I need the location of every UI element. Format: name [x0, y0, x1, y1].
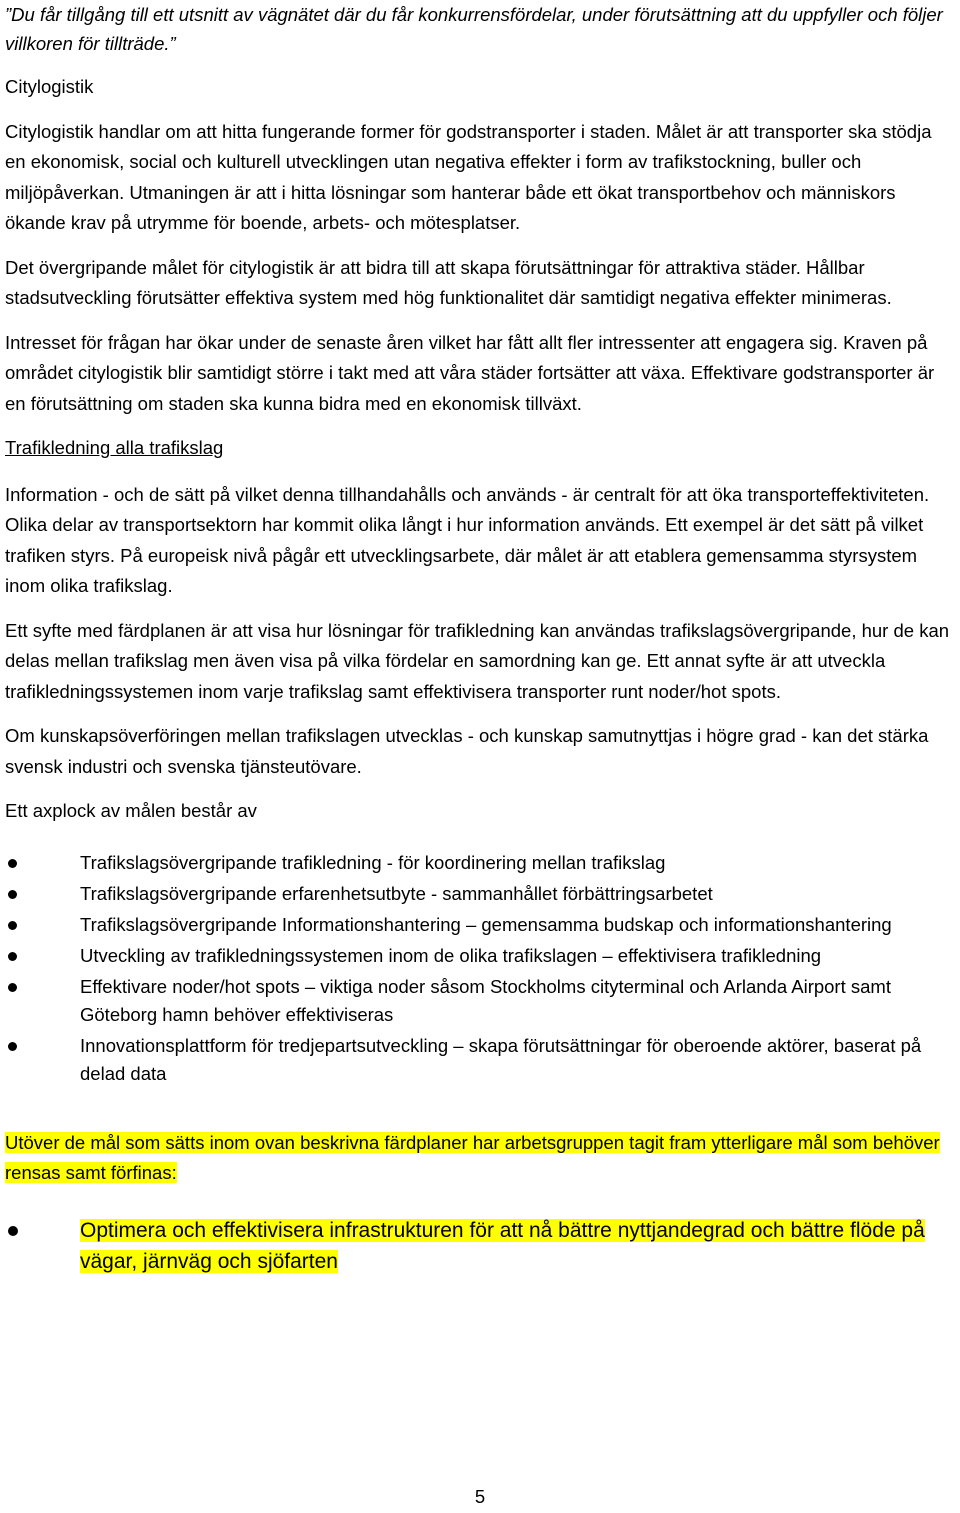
highlighted-list-item-text: Optimera och effektivisera infrastrukturen för att nå bättre nyttjandegrad och bättre flöde på vägar, järnväg och sjöfarten	[80, 1218, 925, 1273]
list-item-text: Utveckling av trafikledningssystemen inom de olika trafikslagen – effektivisera trafikledning	[80, 944, 822, 966]
heading-citylogistik: Citylogistik	[5, 76, 94, 97]
list-item	[5, 880, 955, 908]
list-item-text: Effektivare noder/hot spots – viktiga noder såsom Stockholms cityterminal och Arlanda Airport samt Göteborg hamn behöver effektiviseras	[80, 975, 891, 1025]
list-item	[5, 911, 955, 939]
list-item	[5, 973, 955, 1029]
bullet-icon	[8, 921, 17, 930]
paragraph-information: Information - och de sätt på vilket denna tillhandahålls och används - är centralt för att öka transporteffektiviteten. Olika delar av transportsektorn har kommit olika långt i hur information används. Ett exempel är det sätt på vilket trafiken styrs. På europeisk nivå pågår ett utvecklingsarbete, där målet är att etablera gemensamma styrsystem inom olika trafikslag.	[5, 483, 930, 596]
list-item-text: Trafikslagsövergripande erfarenhetsutbyte - sammanhållet förbättringsarbetet	[80, 882, 713, 904]
page-number: 5	[474, 1486, 486, 1507]
quote-paragraph: ”Du får tillgång till ett utsnitt av vägnätet där du får konkurrensfördelar, under förutsättning att du uppfyller och följer villkoren för tillträde.”	[5, 4, 943, 54]
list-item	[5, 942, 955, 970]
additional-goals-list	[5, 1215, 955, 1277]
heading-trafikledning: Trafikledning alla trafikslag	[5, 437, 224, 458]
list-item-text: Trafikslagsövergripande Informationshantering – gemensamma budskap och informationshantering	[80, 913, 892, 935]
highlighted-paragraph	[5, 1128, 955, 1189]
paragraph-citylogistik-interest: Intresset för frågan har ökar under de senaste åren vilket har fått allt fler intressenter att engagera sig. Kraven på området citylogistik blir samtidigt större i takt med att våra städer fortsätter att växa. Effektivare godstransporter är en förutsättning om staden ska kunna bidra med en ekonomisk tillväxt.	[5, 331, 935, 414]
bullet-icon	[8, 890, 17, 899]
goals-list	[5, 849, 955, 1088]
bullet-icon	[8, 983, 17, 992]
paragraph-kunskap: Om kunskapsöverföringen mellan trafikslagen utvecklas - och kunskap samutnyttjas i högre grad - kan det stärka svensk industri och svenska tjänsteutövare.	[5, 725, 929, 777]
bullet-icon	[8, 859, 17, 868]
bullet-icon	[8, 952, 17, 961]
list-item	[5, 1215, 955, 1277]
list-item-text: Trafikslagsövergripande trafikledning - för koordinering mellan trafikslag	[80, 851, 666, 873]
document-page	[5, 0, 955, 1277]
highlighted-text: Utöver de mål som sätts inom ovan beskrivna färdplaner har arbetsgruppen tagit fram ytterligare mål som behöver rensas samt förfinas:	[5, 1131, 940, 1183]
paragraph-axplock: Ett axplock av målen består av	[5, 800, 257, 821]
paragraph-syfte: Ett syfte med färdplanen är att visa hur lösningar för trafikledning kan användas trafikslagsövergripande, hur de kan delas mellan trafikslag men även visa på vilka fördelar en samordning kan ge. Ett annat syfte är att utveckla trafikledningssystemen inom varje trafikslag samt effektivisera transporter runt noder/hot spots.	[5, 619, 950, 702]
bullet-icon	[8, 1226, 18, 1236]
paragraph-citylogistik-goal: Det övergripande målet för citylogistik är att bidra till att skapa förutsättningar för attraktiva städer. Hållbar stadsutveckling förutsätter effektiva system med hög funktionalitet där samtidigt negativa effekter minimeras.	[5, 256, 892, 308]
list-item	[5, 1032, 955, 1088]
bullet-icon	[8, 1042, 17, 1051]
paragraph-citylogistik-intro: Citylogistik handlar om att hitta fungerande former för godstransporter i staden. Målet är att transporter ska stödja en ekonomisk, social och kulturell utvecklingen utan negativa effekter i form av trafikstockning, buller och miljöpåverkan. Utmaningen är att i hitta lösningar som hanterar både ett ökat transportbehov och människors ökande krav på utrymme för boende, arbets- och mötesplatser.	[5, 120, 932, 233]
list-item-text: Innovationsplattform för tredjepartsutveckling – skapa förutsättningar för oberoende aktörer, baserat på delad data	[80, 1034, 922, 1084]
list-item	[5, 849, 955, 877]
